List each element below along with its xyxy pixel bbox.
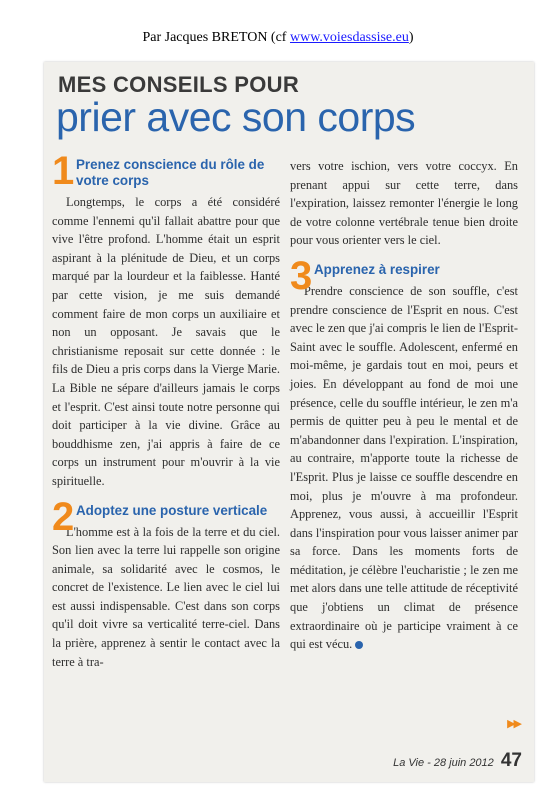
byline-prefix: Par Jacques BRETON (cf xyxy=(142,30,290,45)
byline-suffix: ) xyxy=(408,30,414,45)
section-number: 2 xyxy=(52,494,75,539)
magazine-page xyxy=(44,62,534,782)
section-3-text: Prendre conscience de son souffle, c'est prendre conscience de l'Esprit en nous. C'est avec le zen que j'ai compris le lien de l'Esprit-Saint avec le souffle. Adolescent, enfermé en moi-même, je gardais tout en moi, peurs et joies. En développant au fond de moi une présence, celle du souffle intérieur, le zen m'a permis de quitter peu à peu le mental et de m'abandonner dans l'expiration. L'inspiration, au contraire, m'apporte toute la richesse de l'Esprit. Plus je laisse ce souffle descendre en moi, plus je m'ouvre à ma profondeur. Apprenez, vous aussi, à accueillir l'Esprit dans l'inspiration pour vous laisser animer par sa force. Dans les moments forts de méditation, je célèbre l'eucharistie ; le zen me met alors dans une telle attitude de réceptivité que j'obtiens un climat de présence extraordinaire où je participe vraiment à ce qui est vécu. xyxy=(290,283,518,652)
page-footer xyxy=(393,750,522,772)
article-headline: prier avec son corps xyxy=(56,94,416,140)
column-right xyxy=(290,157,518,654)
end-bullet-icon xyxy=(355,641,363,649)
section-number: 3 xyxy=(290,253,313,298)
section-title: Adoptez une posture verticale xyxy=(76,502,268,518)
page-number: 47 xyxy=(500,750,522,771)
continue-arrows-icon: ▶▶ xyxy=(507,717,520,730)
source-link[interactable]: www.voiesdassise.eu xyxy=(289,30,409,45)
section-title: Apprenez à respirer xyxy=(314,261,440,277)
section-1-heading xyxy=(52,149,280,193)
section-1-paragraph: Longtemps, le corps a été considéré comme l'ennemi qu'il fallait abattre pour que vive l'être profond. L'homme était un esprit aspirant à la plénitude de Dieu, et un corps marqué par la lourdeur et la faiblesse. Hanté par cette vision, je me suis demandé comment faire de mon corps un auxiliaire et non un opposant. Je savais que le christianisme reposait sur cette donnée : le fils de Dieu a pris corps dans la Vierge Marie. La Bible ne sépare d'ailleurs jamais le corps et l'esprit. C'est ainsi toute notre personne qui doit participer à la vie divine. Grâce au bouddhisme zen, j'ai appris à faire de ce corps un instrument pour m'ouvrir à la vie spirituelle. xyxy=(52,195,280,488)
issue-date: La Vie - 28 juin 2012 xyxy=(393,757,494,769)
section-title: Prenez conscience du rôle de votre corps xyxy=(76,157,265,188)
section-2-heading xyxy=(52,494,280,539)
section-2-paragraph: L'homme est à la fois de la terre et du ciel. Son lien avec la terre lui rappelle son origine animale, sa solidarité avec le cosmos, le concret de l'existence. Le lien avec le ciel lui est aussi indispensable. C'est dans son corps qu'il doit vivre sa verticalité terre-ciel. Dans la prière, apprenez à sentir le contact avec la terre à tra- xyxy=(52,524,280,669)
section-3-paragraph xyxy=(290,282,518,654)
section-2-continuation: vers votre ischion, vers votre coccyx. En prenant appui sur cette terre, dans l'expiration, laissez remonter l'énergie le long de votre colonne vertébrale tenue bien droite pour vous orienter vers le ciel. xyxy=(290,159,518,248)
section-number: 1 xyxy=(52,149,75,193)
article-kicker: MES CONSEILS POUR xyxy=(58,72,300,97)
byline xyxy=(0,30,556,46)
column-left xyxy=(52,149,280,671)
section-3-heading xyxy=(290,253,518,298)
